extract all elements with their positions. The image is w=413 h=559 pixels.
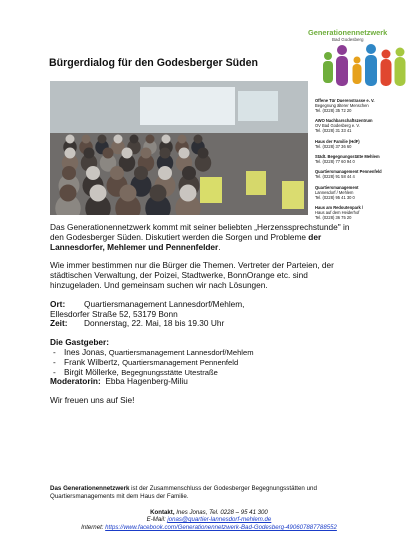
logo-subtitle: Bad Godesberg [332,37,364,42]
figure-1 [323,52,333,83]
figure-2 [336,45,348,86]
member-name: Städt. Begegnungsstätte Mehlem [315,154,380,160]
member-detail: Begegnung älterer Menschen [315,102,369,108]
member-detail: Tel. (0228) 91 58 44 4 [315,174,355,180]
moderator-label: Moderatorin: [50,376,101,387]
member-detail: Tel. (0228) 77 60 94 0 [315,158,355,164]
moderator-name: Ebba Hagenberg-Miliu [105,376,188,387]
logo-figures-icon [316,42,410,90]
member-detail: Tel. (0228) 95 41 30 0 [315,194,355,200]
time-value: Donnerstag, 22. Mai, 18 bis 19.30 Uhr [84,318,225,329]
contact-value: Ines Jonas, Tel. 0228 – 95 41 300 [176,509,268,516]
member-detail: Tel. (0228) 36 75 20 [315,214,352,220]
figure-3 [353,57,362,85]
member-detail: Tel. (0228) 35 72 20 [315,107,352,113]
member-name: Quartiersmanagement [315,184,359,190]
hosts-list [50,348,350,377]
member-item [315,140,411,150]
member-item [315,155,411,165]
contact-label: Kontakt, [150,509,175,516]
intro-bold: der Lannesdorfer, Mehlemer und Pennenfelder [50,231,322,252]
member-detail: Lannesdorf / Mehlem [315,189,354,195]
main-text [50,223,350,406]
location-block [50,300,350,329]
member-detail: OV Bad Godesberg e. V. [315,123,360,129]
host-role: Begegnungsstätte Utestraße [121,367,218,377]
member-name: Haus am Redoutenpark / [315,205,363,211]
host-name: Birgit Möllerke, [64,366,119,377]
host-role: Quartiersmanagement Lannesdorf/Mehlem [108,347,254,357]
member-list [315,99,411,226]
figure-6 [395,48,406,87]
member-detail: Tel. (0228) 37 36 60 [315,143,352,149]
member-item [315,186,411,201]
intro-text: Das Generationennetzwerk kommt mit seiner beliebten „Herzenssprechstunde" in den Godesberger Süden. Diskutiert werden die Sorgen und Probleme [50,222,350,242]
internet-label: Internet: [81,523,104,531]
footer-text: ist der Zusammenschluss der Godesberger Begegnungsstätten und Quartiersmanagements mit dem Haus der Familie. [50,485,317,501]
figure-4 [365,44,377,86]
member-detail: Tel. (0228) 31 33 41 [315,128,352,134]
member-item [315,170,411,180]
email-label: E-Mail: [146,516,166,524]
closing-text: Wir freuen uns auf Sie! [50,395,135,406]
intro-end: . [218,241,221,252]
location-line-2: Ellesdorfer Straße 52, 53179 Bonn [50,308,178,319]
hosts-block [50,338,350,387]
host-name: Frank Wilbertz, [64,356,120,367]
member-name: Offene Tür Duerenstrasse e. V. [315,98,375,103]
member-item [315,206,411,221]
hosts-heading: Die Gastgeber: [50,337,110,348]
footer-note [50,485,356,501]
email-link[interactable]: jonas@quartier-lannesdorf-mehlem.de [167,516,272,524]
host-role: Quartiersmanagement Pennenfeld [122,357,239,367]
member-name: Haus der Familie (HdF) [315,138,360,144]
member-name: Quartiersmanagement Pennenfeld [315,169,382,175]
host-name: Ines Jonas, [64,346,107,357]
logo-name: Generationennetzwerk [308,28,388,37]
member-item [315,99,411,114]
intro-paragraph [50,223,350,252]
member-item [315,119,411,134]
facebook-link[interactable]: https://www.facebook.com/Generationennetzwerk-Bad-Godesberg-490607887788552 [105,523,337,531]
topics-paragraph: Wie immer bestimmen nur die Bürger die Themen. Vertreter der Parteien, der städtischen Verwaltung, der Poizei, Stadtwerke, BonnOrange etc. sind hinzugeladen. Und gemeinsam suchen wir nach Lösungen. [50,260,334,290]
location-line-1: Quartiersmanagement Lannesdorf/Mehlem, [84,298,245,309]
time-label: Zeit: [50,318,68,329]
audience-photo [50,81,308,215]
host-item [50,368,350,378]
page-title: Bürgerdialog für den Godesberger Süden [49,57,258,69]
figure-5 [381,50,392,87]
location-label: Ort: [50,298,66,309]
contact-block [64,509,354,531]
member-detail: Haus auf dem Heiderhof [315,210,360,216]
footer-bold: Das Generationennetzwerk [50,485,130,492]
member-name: AWO Nachbarschaftszentrum [315,118,373,124]
